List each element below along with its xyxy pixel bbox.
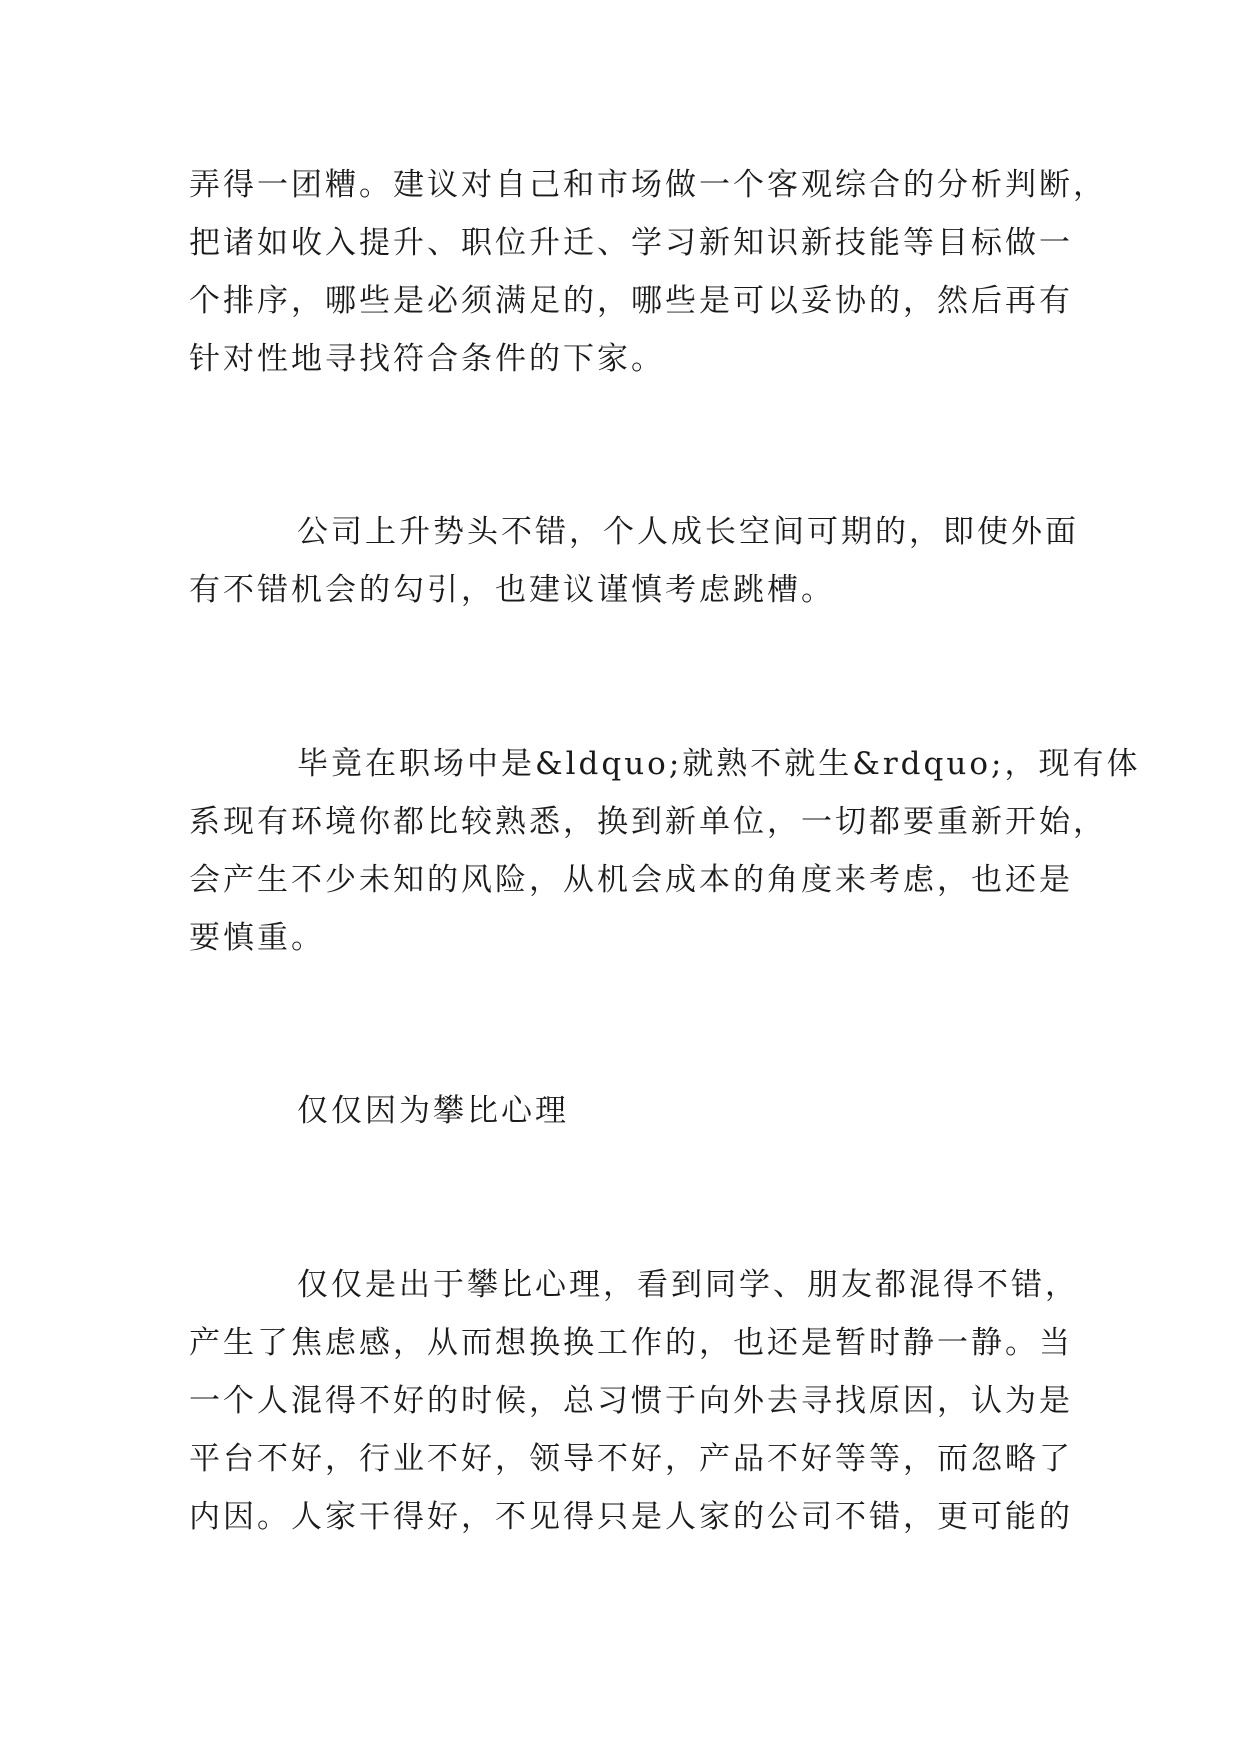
section-heading: 仅仅因为攀比心理 (297, 1093, 569, 1129)
paragraph-5-line-3: 一个人混得不好的时候，总习惯于向外去寻找原因，认为是 (189, 1383, 1073, 1419)
paragraph-5-line-5: 内因。人家干得好，不见得只是人家的公司不错，更可能的 (189, 1499, 1073, 1535)
paragraph-2-line-1: 公司上升势头不错，个人成长空间可期的，即使外面 (297, 514, 1079, 550)
paragraph-5-line-1: 仅仅是出于攀比心理，看到同学、朋友都混得不错， (297, 1267, 1079, 1303)
paragraph-1-line-1: 弄得一团糟。建议对自己和市场做一个客观综合的分析判断， (189, 167, 1107, 203)
paragraph-2-line-2: 有不错机会的勾引，也建议谨慎考虑跳槽。 (189, 572, 835, 608)
paragraph-3-line-2: 系现有环境你都比较熟悉，换到新单位，一切都要重新开始， (189, 804, 1107, 840)
paragraph-3-line-3: 会产生不少未知的风险，从机会成本的角度来考虑，也还是 (189, 862, 1073, 898)
paragraph-1-line-2: 把诸如收入提升、职位升迁、学习新知识新技能等目标做一 (189, 225, 1073, 261)
paragraph-3-line-1: 毕竟在职场中是&ldquo;就熟不就生&rdquo;，现有体 (297, 746, 1141, 782)
paragraph-1-line-4: 针对性地寻找符合条件的下家。 (189, 341, 665, 377)
paragraph-1-line-3: 个排序，哪些是必须满足的，哪些是可以妥协的，然后再有 (189, 283, 1073, 319)
paragraph-5-line-4: 平台不好，行业不好，领导不好，产品不好等等，而忽略了 (189, 1441, 1073, 1477)
paragraph-3-line-4: 要慎重。 (189, 920, 325, 956)
paragraph-5-line-2: 产生了焦虑感，从而想换换工作的，也还是暂时静一静。当 (189, 1325, 1073, 1361)
